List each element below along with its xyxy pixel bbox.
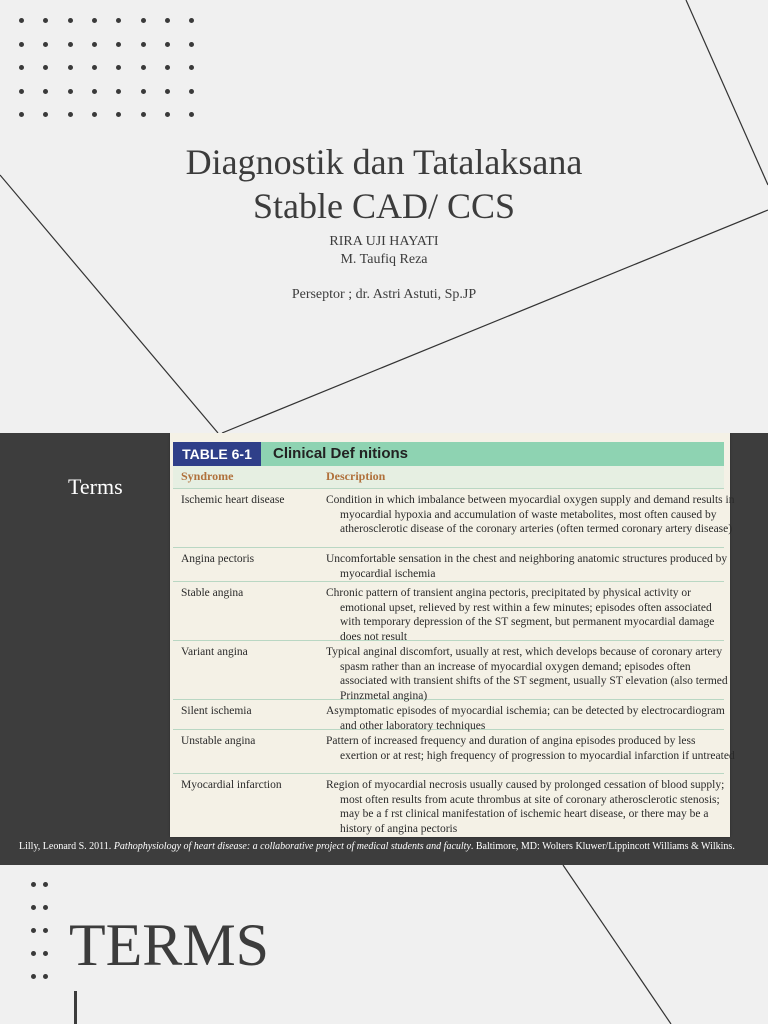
terms-heading-slide	[0, 865, 768, 1024]
description-cell: Condition in which imbalance between myocardial oxygen supply and demand results in myocardial hypoxia and accumulation of waste metabolites, most often caused by atherosclerotic disease of the coronary arteries (often termed coronary artery disease)	[326, 494, 735, 535]
clinical-definitions-table	[170, 433, 735, 837]
text-cursor-mark	[74, 991, 77, 1024]
dot	[116, 89, 121, 94]
syndrome-cell: Variant angina	[181, 646, 248, 658]
dot	[19, 42, 24, 47]
dot	[43, 905, 48, 910]
syndrome-cell: Ischemic heart disease	[181, 494, 285, 506]
dot	[165, 89, 170, 94]
dot	[165, 42, 170, 47]
dot	[43, 42, 48, 47]
title-line-2: Stable CAD/ CCS	[252, 186, 516, 226]
dot	[43, 928, 48, 933]
dot	[189, 42, 194, 47]
syndrome-cell: Silent ischemia	[181, 705, 252, 717]
author-1: RIRA UJI HAYATI	[329, 234, 439, 249]
dot	[165, 65, 170, 70]
dot	[31, 882, 36, 887]
dot	[43, 951, 48, 956]
table-row	[173, 548, 728, 582]
table-header-bar	[173, 442, 724, 466]
dot	[31, 951, 36, 956]
dot	[189, 89, 194, 94]
description-cell: Pattern of increased frequency and duration of angina episodes produced by less exertion or at rest; high frequency of progression to myocardial infarction if untreated	[326, 735, 735, 762]
dot	[141, 42, 146, 47]
table-row	[173, 489, 735, 548]
table-row	[173, 700, 724, 730]
table-row	[173, 774, 724, 834]
syndrome-cell: Unstable angina	[181, 735, 256, 747]
citation-suffix: . Baltimore, MD: Wolters Kluwer/Lippincott Williams & Wilkins.	[470, 841, 735, 852]
dot	[92, 18, 97, 23]
dot	[68, 65, 73, 70]
dot	[141, 65, 146, 70]
dot	[141, 112, 146, 117]
dot	[31, 905, 36, 910]
dot	[43, 89, 48, 94]
terms-label: Terms	[68, 474, 123, 499]
dot	[92, 65, 97, 70]
dot	[68, 89, 73, 94]
table-row	[173, 730, 735, 774]
description-cell: Chronic pattern of transient angina pectoris, precipitated by physical activity or emotional upset, relieved by rest within a few minutes; episodes often associated with temporary depression of the ST segment, but permanent myocardial damage does not result	[326, 587, 715, 643]
table-row	[173, 641, 728, 702]
table-row	[173, 582, 724, 641]
slide-title	[0, 140, 768, 228]
dot	[92, 89, 97, 94]
citation	[19, 841, 754, 852]
terms-heading: TERMS	[69, 912, 270, 978]
dot	[19, 65, 24, 70]
dot	[31, 974, 36, 979]
terms-slide	[0, 433, 768, 865]
syndrome-cell: Angina pectoris	[181, 553, 255, 565]
dot	[116, 42, 121, 47]
syndrome-cell: Stable angina	[181, 587, 244, 599]
description-cell: Region of myocardial necrosis usually caused by prolonged cessation of blood supply; most often results from acute thrombus at site of coronary atherosclerotic stenosis; may be a f rst clinical manifestation of ischemic heart disease, or there may be a history of angina pectoris	[326, 779, 725, 835]
table-number: TABLE 6-1	[173, 442, 261, 466]
dot	[92, 112, 97, 117]
description-cell: Typical anginal discomfort, usually at rest, which develops because of coronary artery spasm rather than an increase of myocardial oxygen demand; episodes often associated with transient shifts of the ST segment, usually ST elevation (also termed Prinzmetal angina)	[326, 646, 728, 702]
dot	[68, 112, 73, 117]
dot	[19, 89, 24, 94]
title-line-1: Diagnostik dan Tatalaksana	[185, 142, 583, 182]
dot	[43, 974, 48, 979]
column-header-description: Description	[326, 469, 386, 483]
citation-title: Pathophysiology of heart disease: a collaborative project of medical students and faculty	[113, 841, 471, 852]
description-cell: Asymptomatic episodes of myocardial ischemia; can be detected by electrocardiogram and other laboratory techniques	[326, 705, 725, 732]
author-2: M. Taufiq Reza	[340, 252, 428, 267]
dot	[19, 112, 24, 117]
citation-prefix: Lilly, Leonard S. 2011.	[19, 841, 114, 852]
dot	[165, 18, 170, 23]
dot	[43, 882, 48, 887]
description-cell: Uncomfortable sensation in the chest and neighboring anatomic structures produced by myocardial ischemia	[326, 553, 728, 580]
dot	[165, 112, 170, 117]
dot	[31, 928, 36, 933]
dot	[92, 42, 97, 47]
syndrome-cell: Myocardial infarction	[181, 779, 282, 791]
preceptor: Perseptor ; dr. Astri Astuti, Sp.JP	[291, 287, 477, 302]
table-column-headers	[173, 466, 724, 489]
title-slide	[0, 0, 768, 433]
column-header-syndrome: Syndrome	[181, 469, 234, 483]
dot	[19, 18, 24, 23]
dot	[141, 89, 146, 94]
dot	[68, 42, 73, 47]
dot	[68, 18, 73, 23]
table-title: Clinical Def nitions	[273, 445, 409, 462]
dot	[141, 18, 146, 23]
